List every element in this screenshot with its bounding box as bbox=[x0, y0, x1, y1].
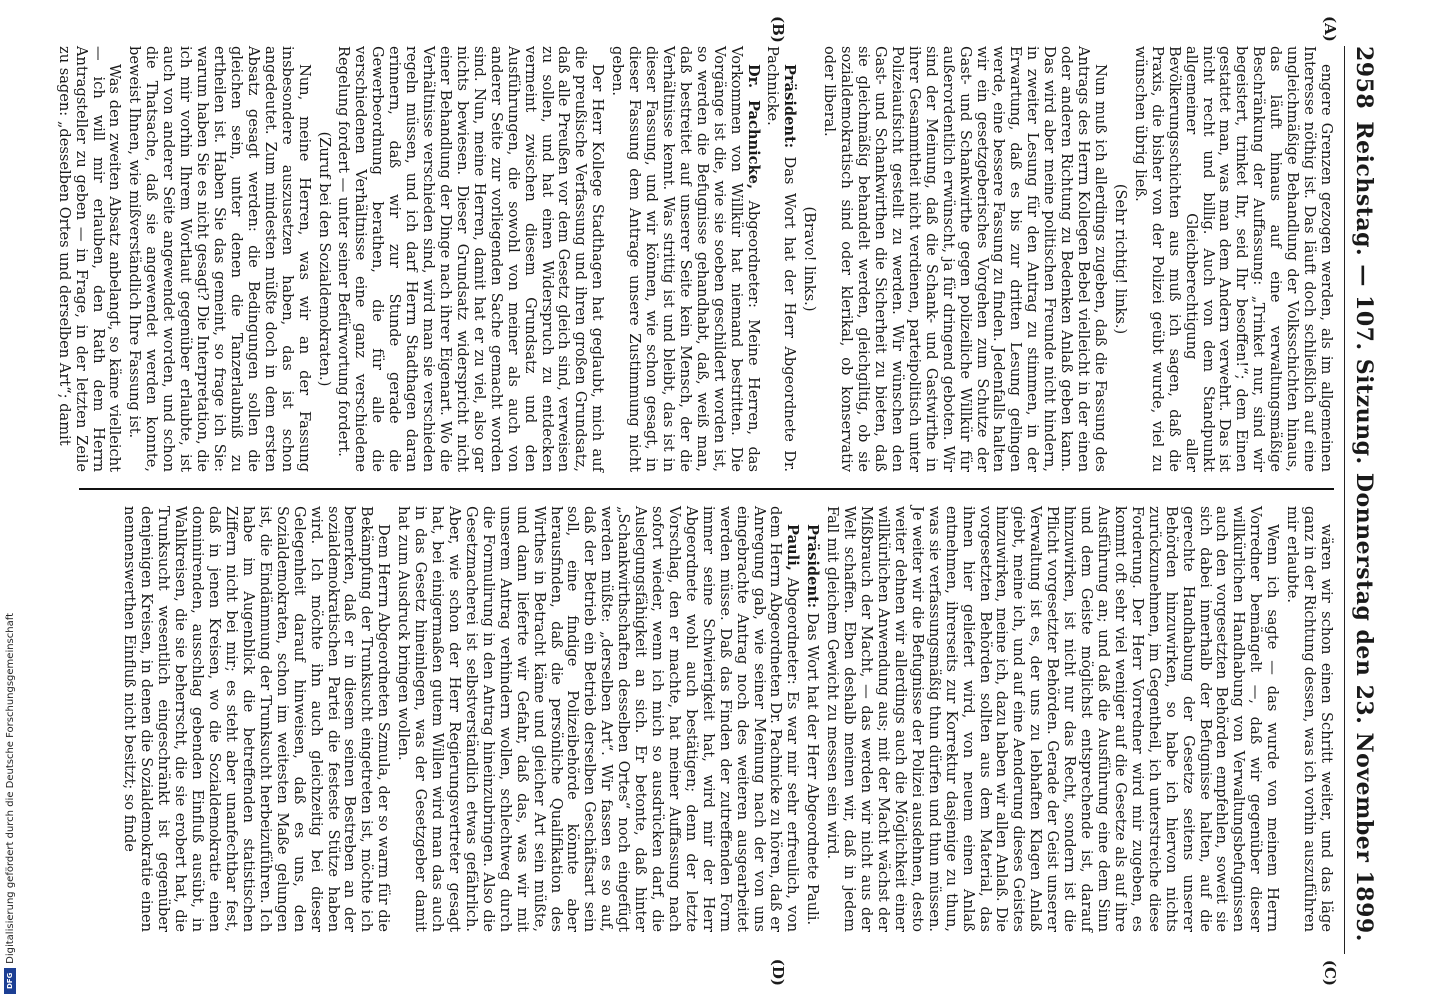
left-column-paragraph: Nun muß ich allerdings zugeben, daß die Fassung des Antrags des Herrn Kollegen Bebel vielleicht in der einen oder anderen Richtung zu Bedenken Anlaß geben kann. Das wird aber meine politischen Freunde nicht hindern, in zweiter Lesung für den Antrag zu stimmen, in der Erwartung, daß es bis zur dritten Lesung gelingen werde, eine bessere Fassung zu finden. Jedenfalls halten wir ein gesetzgeberisches Vorgehen zum Schutze der Gast- und Schankwirthe gegen polizeiliche Willkür für außerordentlich erwünscht, ja für dringend geboten. Wir sind der Meinung, daß die Schank- und Gastwirthe in ihrer Gesammtheit nicht verdienen, parteipolitisch unter Polizeiaufsicht gestellt zu werden. Wir wünschen den Gast- und Schankwirthen die Sicherheit zu bieten, daß sie gleichmäßig behandelt werden, gleichgiltig, ob sie sozialdemokratisch sind oder klerikal, ob konservativ oder liberal. bbox=[821, 46, 1110, 472]
right-column-paragraph: Präsident: Das Wort hat der Herr Abgeordnete Pauli. bbox=[804, 524, 822, 926]
text-columns bbox=[55, 46, 1335, 954]
margin-marker-d: (D) bbox=[769, 958, 787, 986]
column-divider bbox=[79, 488, 1334, 490]
speaker-name: Pauli, bbox=[784, 524, 802, 571]
margin-marker-b: (B) bbox=[769, 16, 787, 43]
digitization-sidebar bbox=[2, 0, 18, 1000]
right-column bbox=[79, 492, 1334, 932]
left-column-paragraph: (Zuruf bei den Sozialdemokraten.) bbox=[315, 131, 333, 387]
right-column-paragraph: Wenn ich sagte — das wurde von meinem Herrn Vorredner bemängelt —, daß wir gegenüber dieser willkürlichen Handhabung von Verwaltungsbefugnissen auch den vorgesetzten Behörden empfehlen, soweit sie sich dabei innerhalb der Befugnisse halten, auf die gerechte Handhabung der Gesetze seitens unserer Behörden hinzuwirken, so habe ich hiervon nichts zurückzunehmen, im Gegentheil, ich unterstreiche diese Forderung. Der Herr Vorredner wird mir zugeben, es kommt oft sehr viel weniger auf die Gesetze als auf ihre Ausführung an; und daß die Ausführung eine dem Sinn und dem Geiste möglichst entsprechende ist, darauf hinzuwirken, ist nicht nur das Recht, sondern ist die Pflicht vorgesetzter Behörden. Gerade der Geist unserer Verwaltung ist es, der uns zu lebhaften Klagen Anlaß giebt, meine ich, und auf eine Aenderung dieses Geistes hinzuwirken, meine ich, dazu haben wir allen Anlaß. Die vorgesetzten Behörden sollten aus dem Material, das ihnen hier geliefert wird, von neuem einen Anlaß entnehmen, ihrerseits zur Korrektur dasjenige zu thun, was sie verfassungsmäßig thun dürfen und thun müssen. Je weiter wir die Befugnisse der Polizei ausdehnen, desto weiter dehnen wir allerdings auch die Möglichkeit einer willkürlichen Anwendung aus; mit der Macht wächst der Mißbrauch der Macht, — das werden wir nicht aus der Welt schaffen. Eben deshalb meinen wir, daß in jedem Fall mit gleichem Gewicht zu messen sein wird. bbox=[824, 506, 1282, 932]
margin-marker-a: (A) bbox=[1321, 16, 1339, 42]
left-column-paragraph: (Bravo! links.) bbox=[801, 206, 819, 312]
margin-marker-c: (C) bbox=[1321, 959, 1339, 986]
dfg-logo: DFG bbox=[4, 968, 16, 994]
rotated-page bbox=[47, 10, 1387, 990]
left-column-paragraph: engere Grenzen gezogen werden, als im allgemeinen Interesse nöthig ist. Das läuft doch schließlich auf eine ungleichmäßige Behandlung der Volksschichten hinaus, das läuft hinaus auf eine verwaltungsmäßige Beschränkung der Auffassung: „Trinket nur, sind wir begeistert, trinket Ihr, seid Ihr besoffen!“; dem Einen gestattet man, was man dem Andern verwehrt. Das ist nicht recht und billig. Auch von dem Standpunkt allgemeiner Gleichberechtigung aller Bevölkerungsschichten aus muß ich sagen, daß die Praxis, die bisher von der Polizei geübt wurde, viel zu wünschen übrig ließ. bbox=[1131, 46, 1335, 472]
dfg-credit-text: Digitalisierung gefördert durch die Deutsche Forschungsgemeinschaft bbox=[4, 613, 16, 964]
right-column-paragraph: wären wir schon einen Schritt weiter, und das läge ganz in der Richtung dessen, was ich vorhin auszuführen mir erlaubte. bbox=[1284, 506, 1335, 932]
left-column-paragraph: Dr. Pachnicke, Abgeordneter: Meine Herren, das Vorkommen von Willkür hat niemand bestritten. Die Vorgänge ist die, wie sie soeben geschildert worden ist, so werden die Befugnisse gehandhabt, daß, weiß man, daß bestreitet auf unserer Seite kein Mensch, der die Verhältnisse kennt. Was strittig ist und bleibt, das ist in dieser Fassung, und wir können, wie schon gesagt, in dieser Fassung dem Antrage unsere Zustimmung nicht geben. bbox=[609, 46, 762, 472]
left-column-paragraph: Nun, meine Herren, was wir an der Fassung insbesondere auszusetzen haben, das ist schon angedeutet. Zum mindesten müßte doch in dem ersten Absatz gesagt werden: die Bedingungen sollen die gleichen sein, unter denen die Tanzerlaubniß zu ertheilen ist. Haben Sie das gemeint, so frage ich Sie: warum haben Sie es nicht gesagt? Die Interpretation, die ich mir vorhin Ihrem Wortlaut gegenüber erlaubte, ist auch von anderer Seite angewendet worden, und schon die Thatsache, daß sie angewendet werden konnte, beweist Ihnen, wie mißverständlich Ihre Fassung ist. bbox=[126, 46, 313, 472]
speaker-name: Präsident: bbox=[781, 64, 799, 149]
page-number: 2958 bbox=[1351, 46, 1377, 110]
right-column-paragraph: Dem Herrn Abgeordneten Szmula, der so warm für die Bekämpfung der Trunksucht eingetreten ist, möchte ich bemerken, daß er in diesem seinen Bestreben an der sozialdemokratischen Partei die festeste Stütze haben wird. Ich möchte ihn auch gleichzeitig bei dieser Gelegenheit darauf hinweisen, daß es uns, den Sozialdemokraten, schon im weitesten Maße gelungen ist, die Eindämmung der Trunksucht herbeizuführen. Ich habe im Augenblick die betreffenden statistischen Ziffern nicht bei mir; es steht aber unanfechtbar fest, daß in jenen Kreisen, wo die Sozialdemokratie einen dominirenden, ausschlag gebenden Einfluß ausübt, in Wahlkreisen, die sie beherrscht, die sie erobert hat, die Trunksucht wesentlich eingeschränkt ist gegenüber denjenigen Kreisen, in denen die Sozialdemokratie einen nennenswerthen Einfluß nicht besitzt; so finde bbox=[121, 506, 393, 932]
left-column-paragraph: Was den zweiten Absatz anbelangt, so käme vielleicht — ich will mir erlauben, den Rath dem Herrn Antragsteller zu geben — in Frage, in der letzten Zeile zu sagen: „desselben Ortes und derselben Art“; damit bbox=[55, 46, 124, 472]
left-column bbox=[55, 46, 1335, 486]
speaker-name: Präsident: bbox=[804, 524, 822, 609]
page-header bbox=[1344, 46, 1377, 954]
left-column-paragraph: Der Herr Kollege Stadthagen hat geglaubt, mich auf die preußische Verfassung und ihren großen Grundsatz, daß alle Preußen vor dem Gesetz gleich sind, verweisen zu sollen, und hat einen Widerspruch zu entdecken vermeint zwischen diesem Grundsatz und den Ausführungen, die sowohl von meiner als auch von anderer Seite zur vorliegenden Sache gemacht worden sind. Nun, meine Herren, damit hat er zu viel, also gar nichts bewiesen. Dieser Grundsatz widerspricht nicht einer Behandlung der Dinge nach ihrer Eigenart. Wo die Verhältnisse verschieden sind, wird man sie verschieden regeln müssen, und ich darf Herrn Stadthagen daran erinnern, daß wir zur Stunde gerade die Gewerbeordnung berathen, die für alle die verschiedenen Verhältnisse eine ganz verschiedene Regelung fordert — unter seiner Befürwortung fordert. bbox=[335, 46, 607, 472]
speaker-name: Dr. Pachnicke, bbox=[744, 64, 762, 190]
session-title: Reichstag. — 107. Sitzung. Donnerstag den 23. November 1899. bbox=[1351, 121, 1377, 942]
left-column-paragraph: (Sehr richtig! links.) bbox=[1111, 183, 1129, 335]
right-column-paragraph: Pauli, Abgeordneter: Es war mir sehr erfreulich, von dem Herrn Abgeordneten Dr. Pachnicke zu hören, daß er Anregung gab, wie seiner Meinung nach der von uns eingebrachte Antrag noch des weiteren ausgearbeitet werden müsse. Daß das Finden der zutreffenden Form immer seine Schwierigkeit hat, wird mir der Herr Abgeordnete wohl auch bestätigen; denn der letzte Vorschlag, den er machte, hat meiner Auffassung nach sofort wieder, wenn ich mich so ausdrücken darf, die Auslegungsfähigkeit an sich. Er betonte, daß hinter „Schankwirthschaften desselben Ortes“ noch eingefügt werden müßte: „derselben Art“. Wir fassen es so auf, daß der Betrieb ein Betrieb derselben Geschäftsart sein soll, eine findige Polizeibehörde könnte aber herausfinden, daß die persönliche Qualifikation des Wirthes in Betracht käme und gleicher Art sein müßte, und dann lieferte wir Gefahr, daß das, was wir mit unserem Antrag verhindern wollen, schlechtweg durch die Formulirung in den Antrag hineinzubringen. Also die Gesetzmacherei ist selbstverständlich etwas gefährlich. Aber, wie schon der Herr Regierungsvertreter gesagt hat, bei einigermaßen gutem Willen wird man das auch in das Gesetz hineinlegen, was der Gesetzgeber damit hat zum Ausdruck bringen wollen. bbox=[395, 506, 802, 932]
left-column-paragraph: Präsident: Das Wort hat der Herr Abgeordnete Dr. Pachnicke. bbox=[764, 46, 799, 472]
